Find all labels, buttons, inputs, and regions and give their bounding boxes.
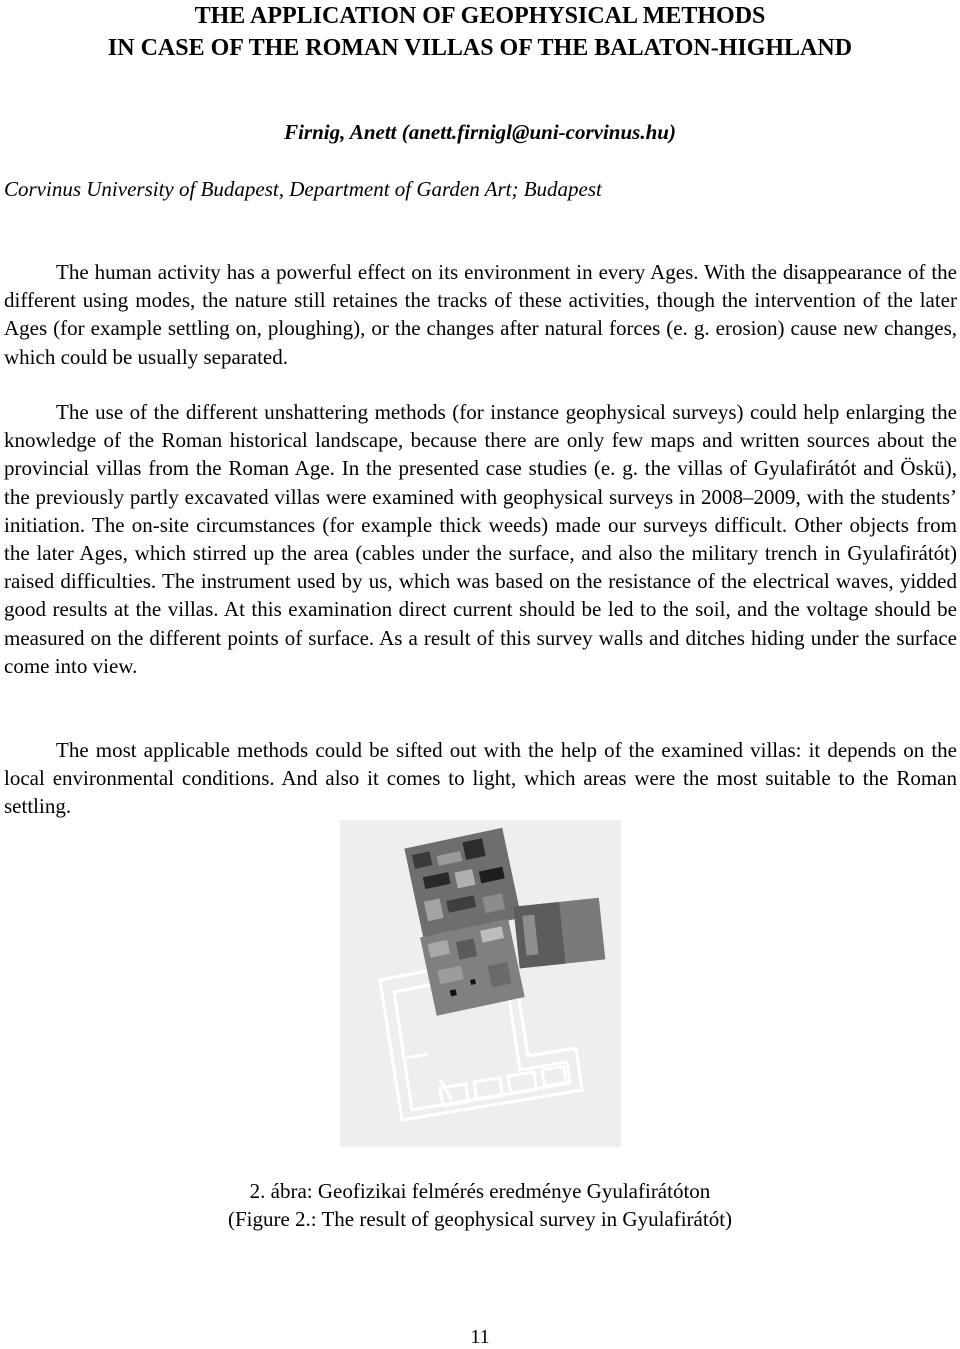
paragraph-intro: The human activity has a powerful effect on its environment in every Ages. With the disappearance of the different using modes, the nature still retaines the tracks of these activities, though the intervention of the later Ages (for example settling on, ploughing), or the changes after natural forces (e. g. erosion) cause new changes, which could be usually separated. [4,260,957,369]
geophysical-survey-figure [340,820,621,1147]
paragraph-conclusion: The most applicable methods could be sifted out with the help of the examined villas: it depends on the local environmental conditions. And also it comes to light, which areas were the most suitable to the Roman settling. [4,738,957,819]
paper-title [0,0,960,64]
author-line: Firnig, Anett (anett.firnigl@uni-corvinus.hu) [284,120,676,144]
figure-caption [0,1177,960,1233]
title-line-1: THE APPLICATION OF GEOPHYSICAL METHODS [194,3,766,29]
survey-block-right [513,898,605,969]
title-line-2: IN CASE OF THE ROMAN VILLAS OF THE BALATON-HIGHLAND [107,35,853,61]
paragraph-methods: The use of the different unshattering methods (for instance geophysical surveys) could help enlarging the knowledge of the Roman historical landscape, because there are only few maps and written sources about the provincial villas from the Roman Age. In the presented case studies (e. g. the villas of Gyulafirátót and Öskü), the previously partly excavated villas were examined with geophysical surveys in 2008–2009, with the students’ initiation. The on-site circumstances (for example thick weeds) made our surveys difficult. Other objects from the later Ages, which stirred up the area (cables under the surface, and also the military trench in Gyulafirátót) raised difficulties. The instrument used by us, which was based on the resistance of the electrical waves, yidded good results at the villas. At this examination direct current should be led to the soil, and the voltage should be measured on the different points of surface. As a result of this survey walls and ditches hiding under the surface come into view. [4,400,957,678]
affiliation: Corvinus University of Budapest, Department of Garden Art; Budapest [4,177,602,201]
caption-hungarian: 2. ábra: Geofizikai felmérés eredménye Gyulafirátóton [249,1179,711,1203]
caption-english: (Figure 2.: The result of geophysical survey in Gyulafirátót) [227,1207,733,1231]
page-number: 11 [470,1326,490,1348]
survey-map-image [340,820,621,1147]
